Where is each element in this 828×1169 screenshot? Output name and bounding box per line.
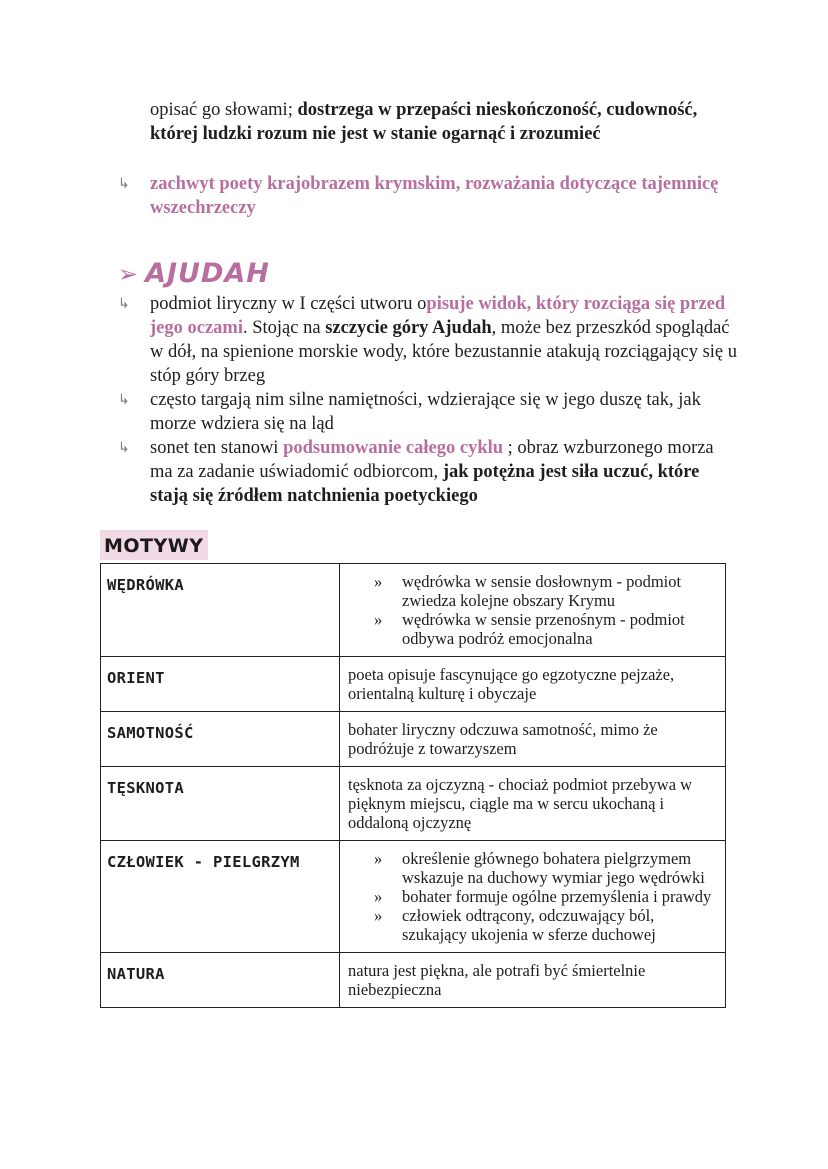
list-item	[118, 436, 738, 508]
motif-label: ORIENT	[101, 657, 340, 712]
motif-description	[340, 841, 726, 953]
bullet-icon: »	[374, 906, 383, 925]
item-text: określenie głównego bohatera pielgrzymem wskazuje na duchowy wymiar jego wędrówki	[402, 849, 705, 887]
bullet-icon: »	[374, 849, 383, 868]
motif-description: bohater liryczny odczuwa samotność, mimo że podróżuje z towarzyszem	[340, 712, 726, 767]
table-row	[101, 953, 726, 1008]
arrow-icon: ↳	[118, 392, 130, 408]
motif-description: tęsknota za ojczyzną - chociaż podmiot przebywa w pięknym miejscu, ciągle ma w sercu ukochaną i oddaloną ojczyznę	[340, 767, 726, 841]
table-row	[101, 657, 726, 712]
text: sonet ten stanowi	[150, 438, 284, 458]
list-item	[374, 906, 717, 944]
arrow-icon: ↳	[118, 296, 130, 312]
motif-label: WĘDRÓWKA	[101, 564, 340, 657]
motif-description	[340, 564, 726, 657]
arrowhead-icon: ➢	[118, 260, 140, 288]
arrow-icon: ↳	[118, 440, 130, 456]
intro-plain: opisać go słowami;	[150, 100, 298, 120]
list-item	[374, 610, 717, 648]
section-heading-ajudah	[118, 258, 270, 290]
list-item	[118, 388, 738, 436]
text: podmiot liryczny w I części utworu o	[150, 294, 427, 314]
item-text: bohater formuje ogólne przemyślenia i prawdy	[402, 887, 712, 906]
motif-label: CZŁOWIEK - PIELGRZYM	[101, 841, 340, 953]
motif-label: SAMOTNOŚĆ	[101, 712, 340, 767]
bullet-icon: »	[374, 572, 383, 591]
text: ; obraz wzburzonego morza ma za zadanie uświadomić odbiorcom,	[150, 438, 714, 482]
intro-bold: dostrzega w przepaści nieskończoność, cudowność, której ludzki rozum nie jest w stanie ogarnąć i zrozumieć	[150, 100, 698, 144]
item-text: wędrówka w sensie przenośnym - podmiot odbywa podróż emocjonalna	[402, 610, 685, 648]
item-text: człowiek odtrącony, odczuwający ból, szukający ukojenia w sferze duchowej	[402, 906, 656, 944]
list-item	[374, 572, 717, 610]
bold-text: szczycie góry Ajudah	[325, 318, 492, 338]
bold-text: jak potężna jest siła uczuć, które stają się źródłem natchnienia poetyckiego	[150, 462, 700, 506]
intro-bullet	[118, 172, 738, 220]
table-row	[101, 564, 726, 657]
list-item	[374, 887, 717, 906]
intro-bullet-text: zachwyt poety krajobrazem krymskim, rozważania dotyczące tajemnicę wszechrzeczy	[150, 174, 719, 218]
motif-label: NATURA	[101, 953, 340, 1008]
text: , może bez przeszkód spoglądać w dół, na spienione morskie wody, które bezustannie atakują rozciągający się u stóp góry brzeg	[150, 318, 738, 386]
motif-label: TĘSKNOTA	[101, 767, 340, 841]
table-row	[101, 767, 726, 841]
highlight-text: podsumowanie całego cyklu	[283, 438, 504, 458]
table-row	[101, 841, 726, 953]
motif-description: poeta opisuje fascynujące go egzotyczne pejzaże, orientalną kulturę i obyczaje	[340, 657, 726, 712]
item-text: wędrówka w sensie dosłownym - podmiot zwiedza kolejne obszary Krymu	[402, 572, 682, 610]
ajudah-bullets	[118, 292, 738, 508]
motifs-table	[100, 563, 726, 1008]
bullet-icon: »	[374, 610, 383, 629]
arrow-icon: ↳	[118, 176, 130, 192]
text: . Stojąc na	[242, 318, 326, 338]
intro-paragraph	[150, 98, 730, 146]
list-item	[118, 292, 738, 388]
motif-description: natura jest piękna, ale potrafi być śmiertelnie niebezpieczna	[340, 953, 726, 1008]
bullet-icon: »	[374, 887, 383, 906]
list-item	[374, 849, 717, 887]
table-row	[101, 712, 726, 767]
heading-text: AJUDAH	[145, 258, 270, 289]
highlight-text: pisuje widok, który rozciąga się przed jego oczami	[150, 294, 726, 338]
motywy-heading: MOTYWY	[100, 530, 208, 560]
text: często targają nim silne namiętności, wdzierające się w jego duszę tak, jak morze wdziera się na ląd	[150, 390, 701, 434]
